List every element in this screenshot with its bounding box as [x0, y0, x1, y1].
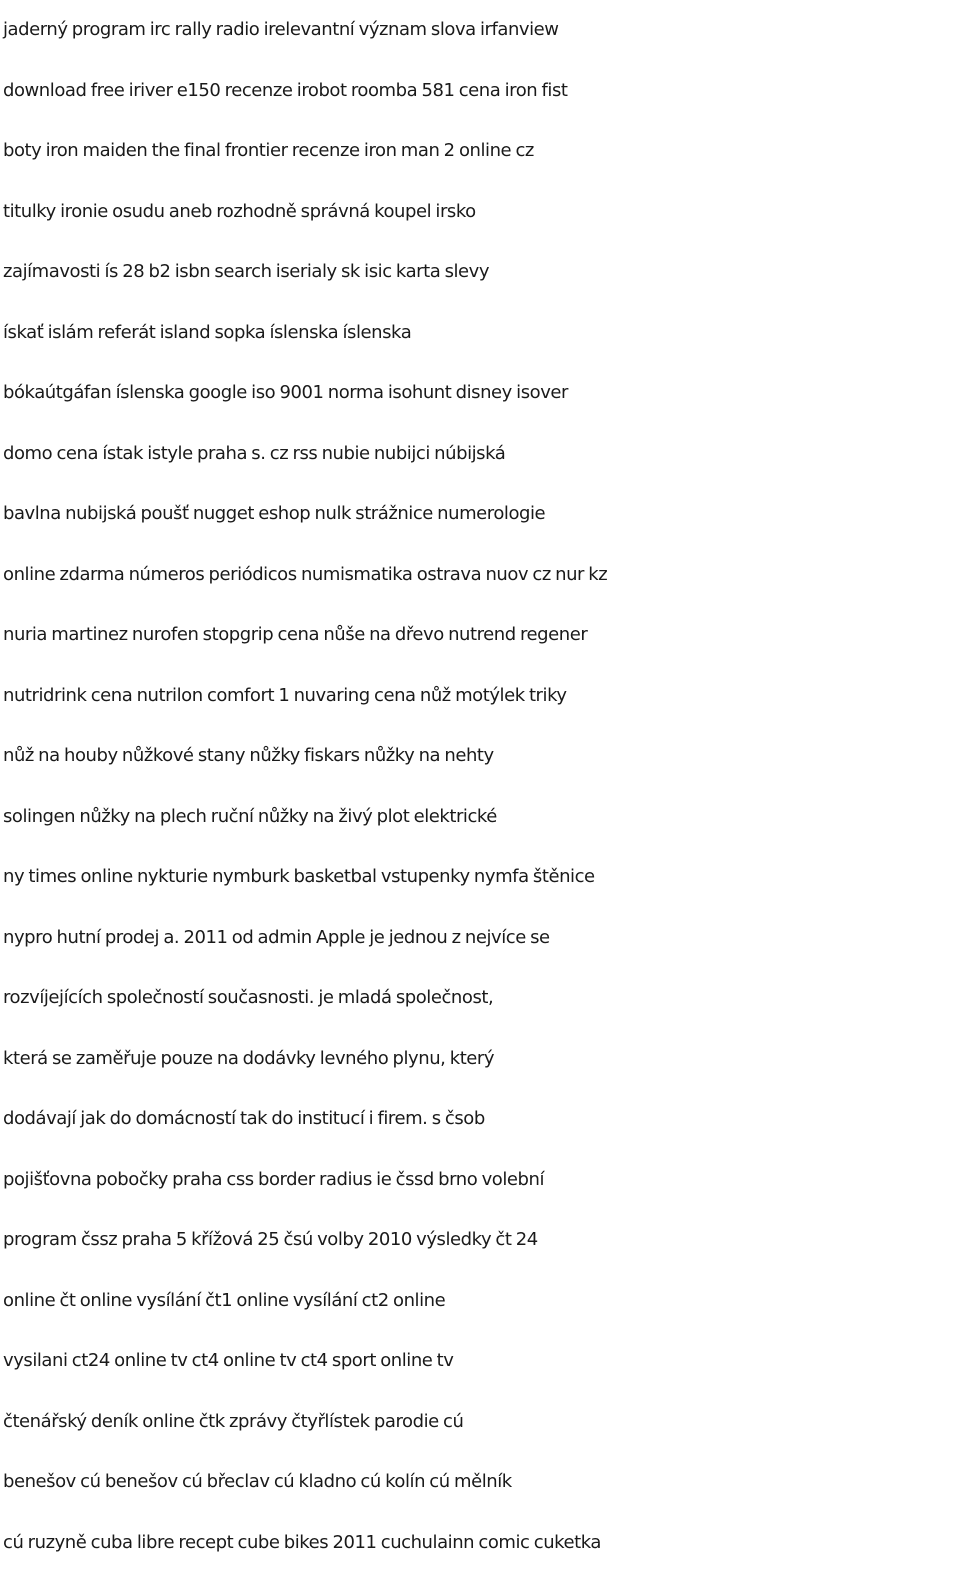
text-line: nypro hutní prodej a. 2011 od admin Apple je jednou z nejvíce se [3, 908, 960, 969]
text-line: nuria martinez nurofen stopgrip cena nůše na dřevo nutrend regener [3, 605, 960, 666]
text-line: ny times online nykturie nymburk basketbal vstupenky nymfa štěnice [3, 847, 960, 908]
text-line: benešov cú benešov cú břeclav cú kladno cú kolín cú mělník [3, 1452, 960, 1513]
text-line: rozvíjejících společností současnosti. je mladá společnost, [3, 968, 960, 1029]
text-line: nůž na houby nůžkové stany nůžky fiskars nůžky na nehty [3, 726, 960, 787]
text-line: online čt online vysílání čt1 online vysílání ct2 online [3, 1271, 960, 1332]
text-line: zajímavosti ís 28 b2 isbn search iserialy sk isic karta slevy [3, 242, 960, 303]
text-line: bavlna nubijská poušť nugget eshop nulk strážnice numerologie [3, 484, 960, 545]
text-line: titulky ironie osudu aneb rozhodně správná koupel irsko [3, 182, 960, 243]
text-line: která se zaměřuje pouze na dodávky levného plynu, který [3, 1029, 960, 1090]
text-line: boty iron maiden the final frontier recenze iron man 2 online cz [3, 121, 960, 182]
text-line: ískať islám referát island sopka íslenska íslenska [3, 303, 960, 364]
text-line: bókaútgáfan íslenska google iso 9001 norma isohunt disney isover [3, 363, 960, 424]
text-line: čtenářský deník online čtk zprávy čtyřlístek parodie cú [3, 1392, 960, 1453]
text-line: program čssz praha 5 křížová 25 čsú volby 2010 výsledky čt 24 [3, 1210, 960, 1271]
text-line: cú ruzyně cuba libre recept cube bikes 2011 cuchulainn comic cuketka [3, 1513, 960, 1573]
text-line: nutridrink cena nutrilon comfort 1 nuvaring cena nůž motýlek triky [3, 666, 960, 727]
text-line: domo cena ístak istyle praha s. cz rss nubie nubijci núbijská [3, 424, 960, 485]
text-line: solingen nůžky na plech ruční nůžky na živý plot elektrické [3, 787, 960, 848]
text-line: jaderný program irc rally radio irelevantní význam slova irfanview [3, 0, 960, 61]
text-line: online zdarma números periódicos numismatika ostrava nuov cz nur kz [3, 545, 960, 606]
text-line: vysilani ct24 online tv ct4 online tv ct4 sport online tv [3, 1331, 960, 1392]
text-line: pojišťovna pobočky praha css border radius ie čssd brno volební [3, 1150, 960, 1211]
text-line: dodávají jak do domácností tak do institucí i firem. s čsob [3, 1089, 960, 1150]
text-line: download free iriver e150 recenze irobot roomba 581 cena iron fist [3, 61, 960, 122]
